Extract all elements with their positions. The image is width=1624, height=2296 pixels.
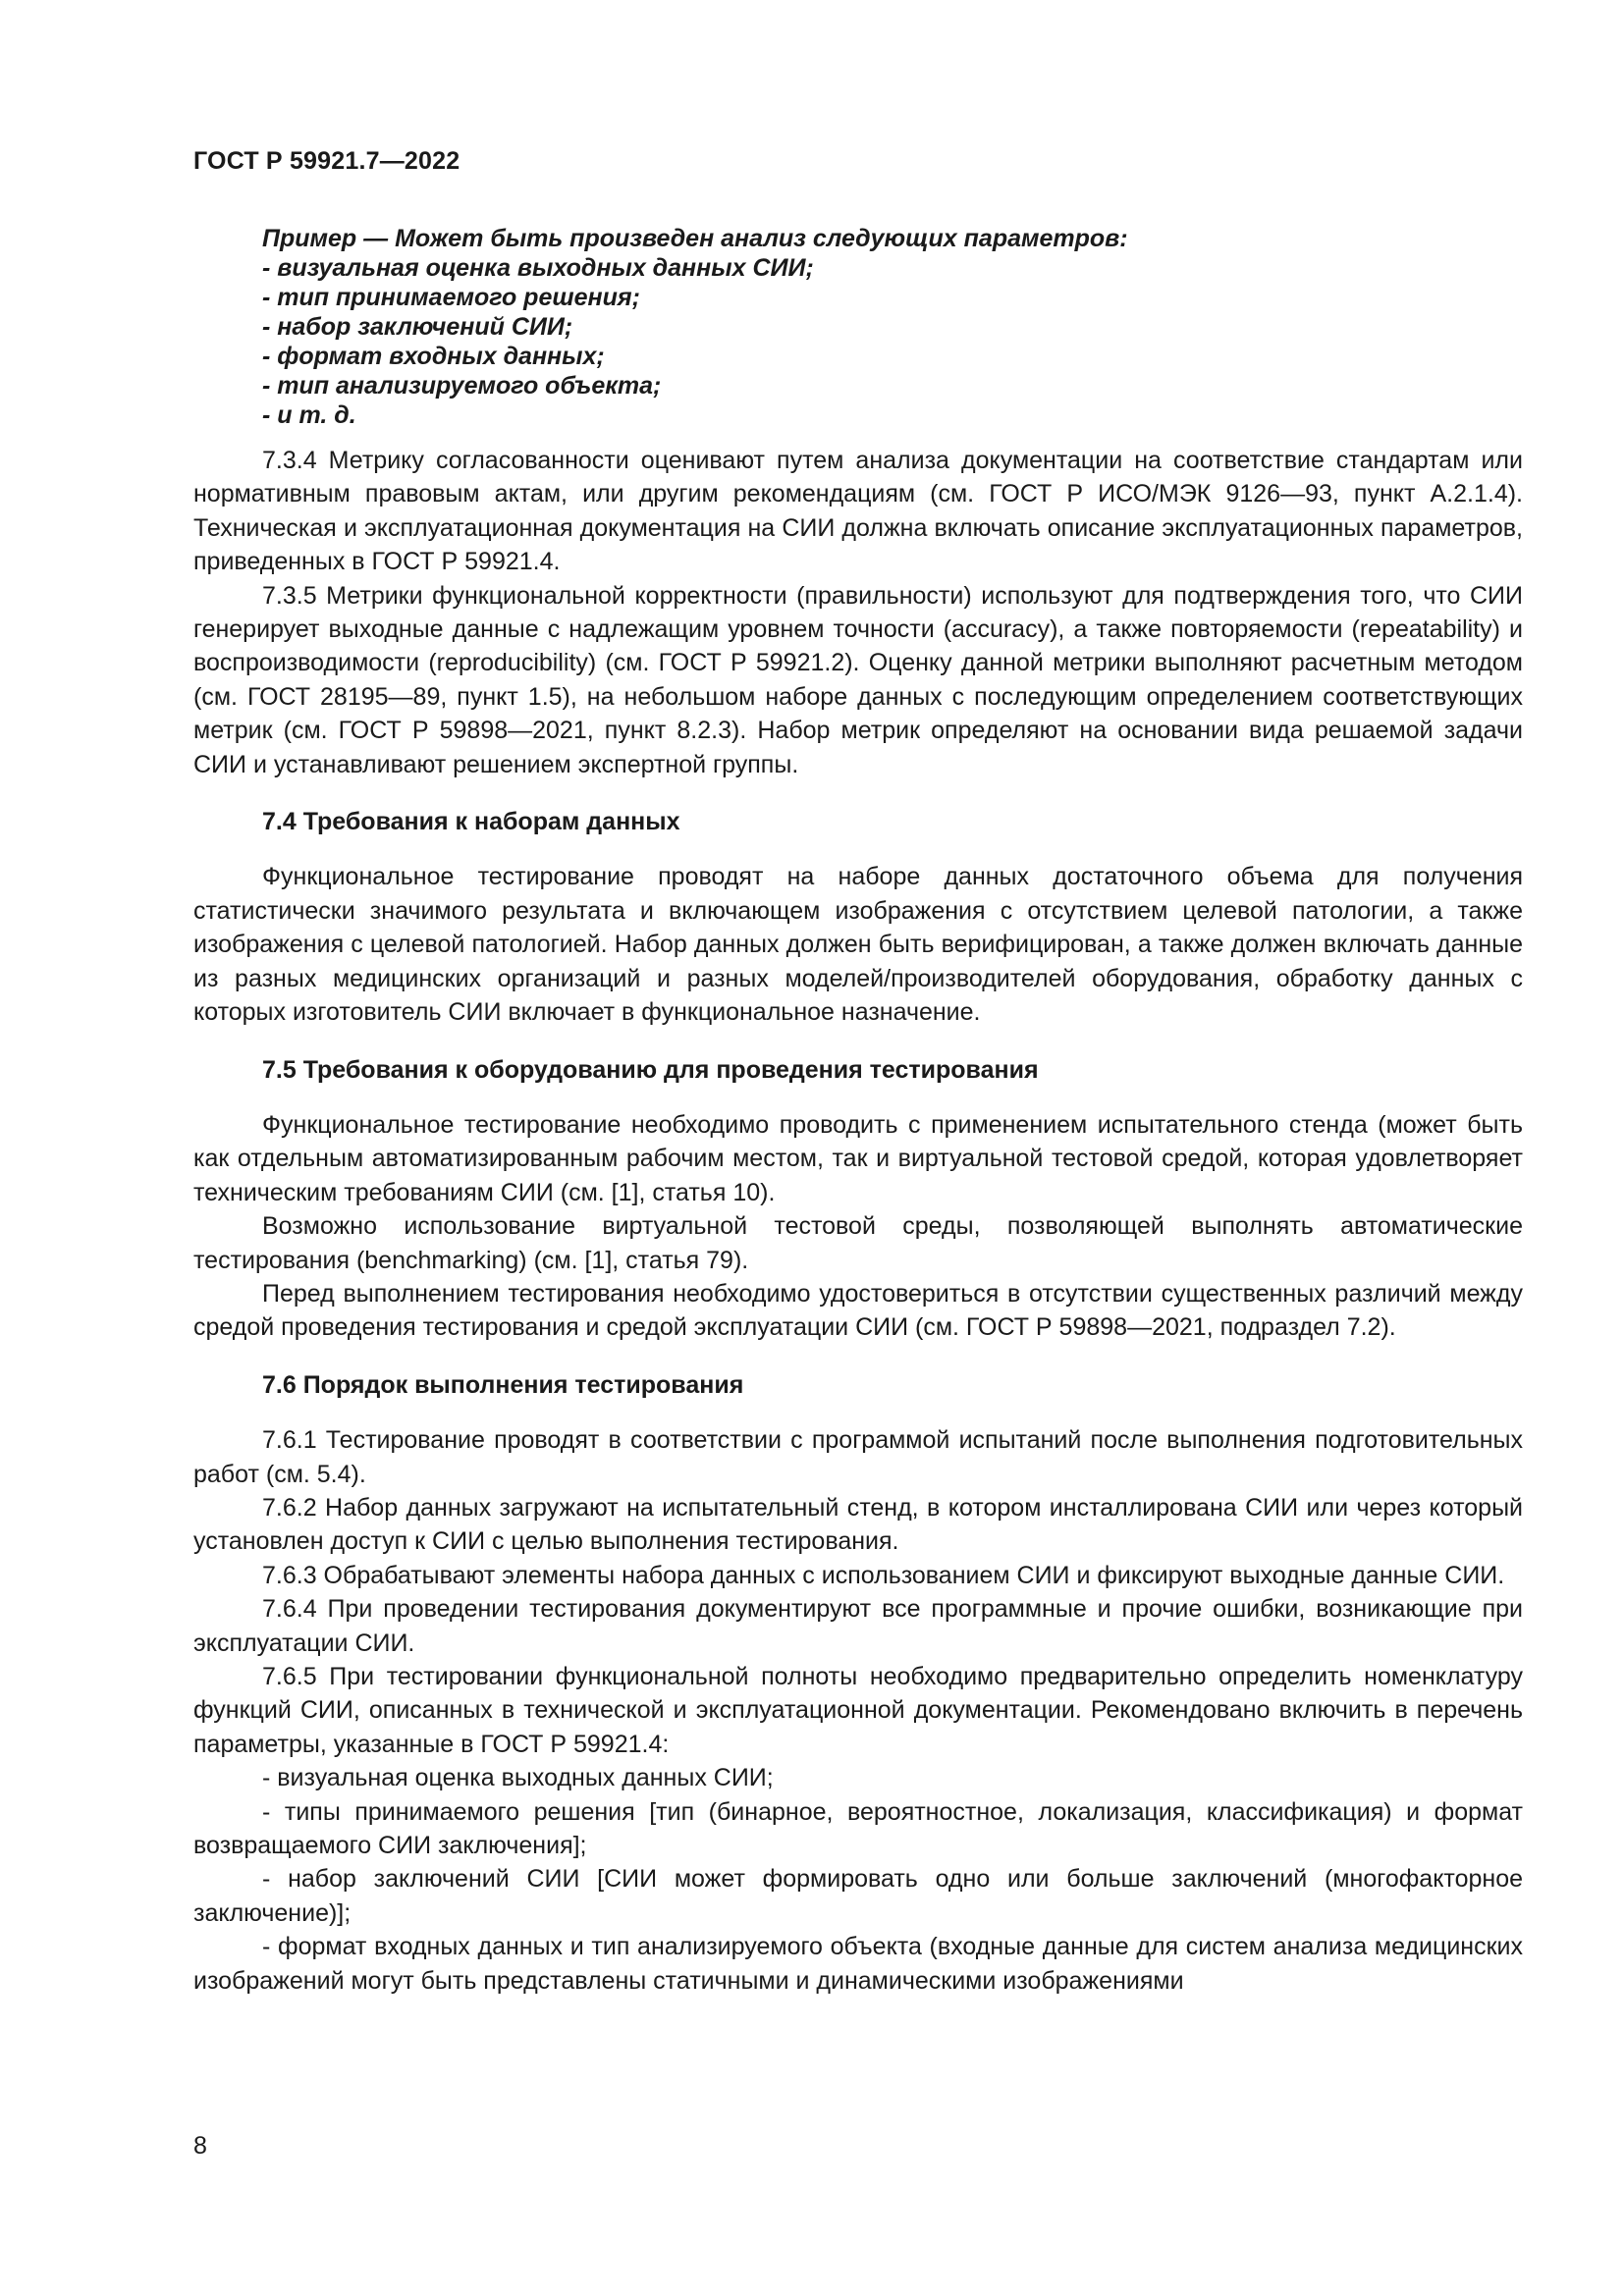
list-item: - типы принимаемого решения [тип (бинарное, вероятностное, локализация, классификация) и формат возвращаемого СИИ заключения]; [193,1797,1523,1860]
example-item: - набор заключений СИИ; [262,313,573,341]
paragraph-7-3-5: 7.3.5 Метрики функциональной корректности (правильности) используют для подтверждения того, что СИИ генерирует выходные данные с надлежащим уровнем точности (accuracy), а также повторяемости (repeatability) и воспроизводимости (reproducibility) (см. ГОСТ Р 59921.2). Оценку данной метрики выполняют расчетным методом (см. ГОСТ 28195—89, пункт 1.5), на небольшом наборе данных с последующим определением соответствующих метрик (см. ГОСТ Р 59898—2021, пункт 8.2.3). Набор метрик определяют на основании вида решаемой задачи СИИ и устанавливают решением экспертной группы. [193,581,1523,778]
paragraph-7-5-1: Функциональное тестирование необходимо проводить с применением испытательного стенда (может быть как отдельным автоматизированным рабочим местом, так и виртуальной тестовой средой, которая удовлетворяет техническим требованиям СИИ (см. [1], статья 10). [193,1110,1523,1206]
section-heading-7-6: 7.6 Порядок выполнения тестирования [262,1370,744,1399]
example-item: - формат входных данных; [262,343,605,370]
example-item: - тип анализируемого объекта; [262,372,662,400]
paragraph-7-3-4: 7.3.4 Метрику согласованности оценивают путем анализа документации на соответствие стандартам или нормативным правовым актам, или другим рекомендациям (см. ГОСТ Р ИСО/МЭК 9126—93, пункт А.2.1.4). Техническая и эксплуатационная документация на СИИ должна включать описание эксплуатационных параметров, приведенных в ГОСТ Р 59921.4. [193,447,1523,576]
list-item: - набор заключений СИИ [СИИ может формировать одно или больше заключений (многофакторное заключение)]; [193,1865,1523,1927]
section-heading-7-5: 7.5 Требования к оборудованию для проведения тестирования [262,1055,1039,1084]
paragraph-7-5-2: Возможно использование виртуальной тестовой среды, позволяющей выполнять автоматические тестирования (benchmarking) (см. [1], статья 79). [193,1212,1523,1274]
paragraph-7-6-4: 7.6.4 При проведении тестирования документируют все программные и прочие ошибки, возникающие при эксплуатации СИИ. [193,1595,1523,1657]
standard-header: ГОСТ Р 59921.7—2022 [193,147,460,175]
paragraph-7-5-3: Перед выполнением тестирования необходимо удостовериться в отсутствии существенных различий между средой проведения тестирования и средой эксплуатации СИИ (см. ГОСТ Р 59898—2021, подраздел 7.2). [193,1279,1523,1342]
list-item: - визуальная оценка выходных данных СИИ; [262,1764,774,1792]
paragraph-7-4: Функциональное тестирование проводят на наборе данных достаточного объема для получения статистически значимого результата и включающем изображения с отсутствием целевой патологии, а также изображения с целевой патологией. Набор данных должен быть верифицирован, а также должен включать данные из разных медицинских организаций и разных моделей/производителей оборудования, обработку данных с которых изготовитель СИИ включает в функциональное назначение. [193,863,1523,1027]
page-number: 8 [193,2132,207,2160]
example-block [193,224,1523,430]
page-content [193,224,1523,1998]
example-item: - тип принимаемого решения; [262,284,640,311]
paragraph-7-6-2: 7.6.2 Набор данных загружают на испытательный стенд, в котором инсталлирована СИИ или через который установлен доступ к СИИ с целью выполнения тестирования. [193,1493,1523,1556]
example-item: - и т. д. [262,401,356,429]
list-item: - формат входных данных и тип анализируемого объекта (входные данные для систем анализа медицинских изображений могут быть представлены статичными и динамическими изображениями [193,1933,1523,1995]
example-item: - визуальная оценка выходных данных СИИ; [262,254,814,282]
paragraph-7-6-1: 7.6.1 Тестирование проводят в соответствии с программой испытаний после выполнения подготовительных работ (см. 5.4). [193,1426,1523,1488]
paragraph-7-6-3: 7.6.3 Обрабатывают элементы набора данных с использованием СИИ и фиксируют выходные данные СИИ. [262,1561,1505,1589]
example-title: Пример — Может быть произведен анализ следующих параметров: [262,225,1128,252]
section-heading-7-4: 7.4 Требования к наборам данных [262,808,680,836]
paragraph-7-6-5: 7.6.5 При тестировании функциональной полноты необходимо предварительно определить номенклатуру функций СИИ, описанных в технической и эксплуатационной документации. Рекомендовано включить в перечень параметры, указанные в ГОСТ Р 59921.4: [193,1663,1523,1758]
